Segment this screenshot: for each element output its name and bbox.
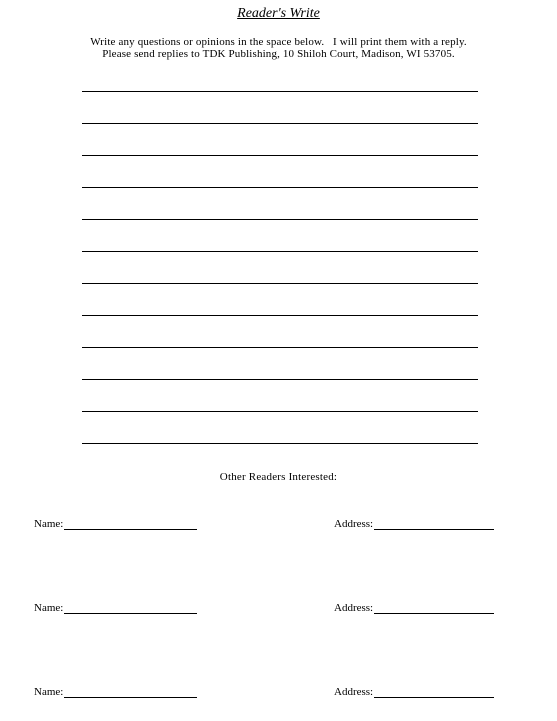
address-label: Address: — [334, 602, 374, 614]
writing-line[interactable] — [82, 347, 478, 348]
name-field-2[interactable] — [34, 602, 197, 614]
name-blank[interactable] — [64, 602, 197, 614]
instructions-line-2: Please send replies to TDK Publishing, 10 Shiloh Court, Madison, WI 53705. — [102, 48, 455, 60]
writing-line[interactable] — [82, 155, 478, 156]
writing-line[interactable] — [82, 283, 478, 284]
writing-line[interactable] — [82, 187, 478, 188]
name-label: Name: — [34, 602, 64, 614]
writing-line[interactable] — [82, 123, 478, 124]
name-label: Name: — [34, 518, 64, 530]
other-readers-heading: Other Readers Interested: — [219, 471, 338, 483]
writing-line[interactable] — [82, 251, 478, 252]
address-field-2[interactable] — [334, 602, 494, 614]
address-blank[interactable] — [374, 686, 494, 698]
name-label: Name: — [34, 686, 64, 698]
writing-line[interactable] — [82, 443, 478, 444]
address-field-3[interactable] — [334, 686, 494, 698]
form-title: Reader's Write — [237, 6, 320, 21]
name-blank[interactable] — [64, 518, 197, 530]
address-blank[interactable] — [374, 518, 494, 530]
writing-line[interactable] — [82, 315, 478, 316]
writing-line[interactable] — [82, 91, 478, 92]
address-label: Address: — [334, 686, 374, 698]
writing-line[interactable] — [82, 411, 478, 412]
name-blank[interactable] — [64, 686, 197, 698]
writing-line[interactable] — [82, 379, 478, 380]
instructions-line-1: Write any questions or opinions in the space below. I will print them with a reply. — [90, 36, 467, 48]
address-blank[interactable] — [374, 602, 494, 614]
name-field-1[interactable] — [34, 518, 197, 530]
address-label: Address: — [334, 518, 374, 530]
name-field-3[interactable] — [34, 686, 197, 698]
writing-line[interactable] — [82, 219, 478, 220]
address-field-1[interactable] — [334, 518, 494, 530]
